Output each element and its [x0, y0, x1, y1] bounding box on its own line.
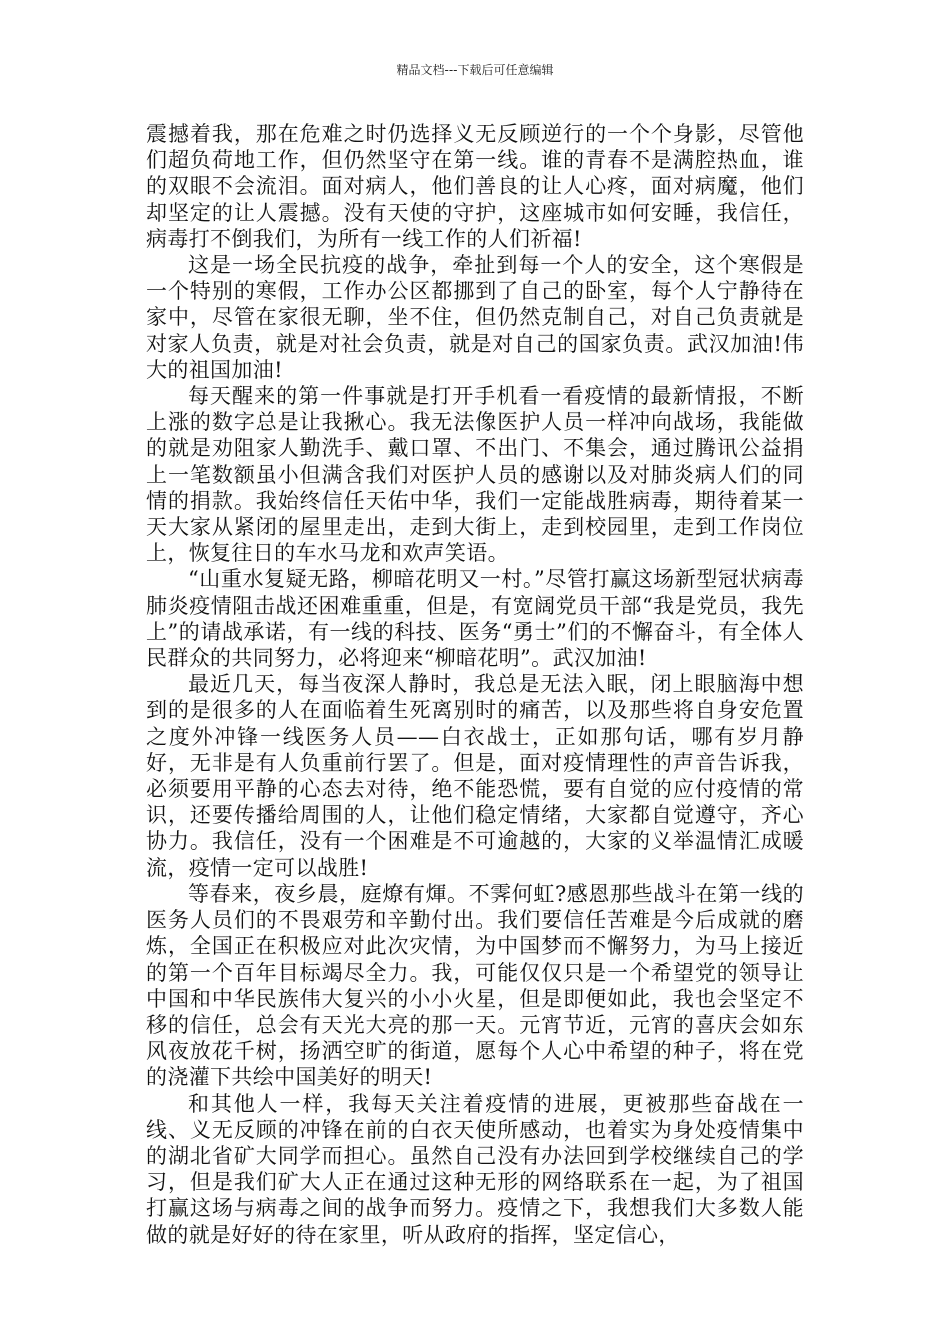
paragraph-7: 和其他人一样，我每天关注着疫情的进展，更被那些奋战在一线、义无反顾的冲锋在前的白衣天使所感动，也着实为身处疫情集中的湖北省矿大同学而担心。虽然自己没有办法回到学校继续自己的学习，但是我们矿大人正在通过这种无形的网络联系在一起，为了祖国打赢这场与病毒之间的战争而努力。疫情之下，我想我们大多数人能做的就是好好的待在家里，听从政府的指挥，坚定信心， — [146, 1091, 804, 1247]
document-body — [146, 121, 804, 1248]
paragraph-6: 等春来，夜乡晨，庭燎有煇。不霁何虹?感恩那些战斗在第一线的医务人员们的不畏艰劳和辛勤付出。我们要信任苦难是今后成就的磨炼，全国正在积极应对此次灾情，为中国梦而不懈努力，为马上接近的第一个百年目标竭尽全力。我，可能仅仅只是一个希望党的领导让中国和中华民族伟大复兴的小小火星，但是即便如此，我也会坚定不移的信任，总会有天光大亮的那一天。元宵节近，元宵的喜庆会如东风夜放花千树，扬洒空旷的街道，愿每个人心中希望的种子，将在党的浇灌下共绘中国美好的明天! — [146, 881, 804, 1090]
paragraph-2: 这是一场全民抗疫的战争，牵扯到每一个人的安全，这个寒假是一个特别的寒假，工作办公区都挪到了自己的卧室，每个人宁静待在家中，尽管在家很无聊，坐不住，但仍然克制自己，对自己负责就是对家人负责，就是对社会负责，就是对自己的国家负责。武汉加油!伟大的祖国加油! — [146, 253, 804, 382]
paragraph-1: 震撼着我，那在危难之时仍选择义无反顾逆行的一个个身影，尽管他们超负荷地工作，但仍然坚守在第一线。谁的青春不是满腔热血，谁的双眼不会流泪。面对病人，他们善良的让人心疼，面对病魔，他们却坚定的让人震撼。没有天使的守护，这座城市如何安睡，我信任，病毒打不倒我们，为所有一线工作的人们祈福! — [146, 122, 804, 251]
paragraph-5: 最近几天，每当夜深人静时，我总是无法入眠，闭上眼脑海中想到的是很多的人在面临着生死离别时的痛苦，以及那些将自身安危置之度外冲锋一线医务人员——白衣战士，正如那句话，哪有岁月静好，无非是有人负重前行罢了。但是，面对疫情理性的声音告诉我，必须要用平静的心态去对待，绝不能恐慌，要有自觉的应付疫情的常识，还要传播给周围的人，让他们稳定情绪，大家都自觉遵守，齐心协力。我信任，没有一个困难是不可逾越的，大家的义举温情汇成暖流，疫情一定可以战胜! — [146, 672, 804, 880]
page-header: 精品文档---下载后可任意编辑 — [396, 63, 554, 77]
paragraph-3: 每天醒来的第一件事就是打开手机看一看疫情的最新情报，不断上涨的数字总是让我揪心。我无法像医护人员一样冲向战场，我能做的就是劝阻家人勤洗手、戴口罩、不出门、不集会，通过腾讯公益捐上一笔数额虽小但满含我们对医护人员的感谢以及对肺炎病人们的同情的捐款。我始终信任天佑中华，我们一定能战胜病毒，期待着某一天大家从紧闭的屋里走出，走到大街上，走到校园里，走到工作岗位上，恢复往日的车水马龙和欢声笑语。 — [146, 384, 804, 566]
paragraph-4: “山重水复疑无路，柳暗花明又一村。”尽管打赢这场新型冠状病毒肺炎疫情阻击战还困难重重，但是，有宽阔党员干部“我是党员，我先上”的请战承诺，有一线的科技、医务“勇士”们的不懈奋斗，有全体人民群众的共同努力，必将迎来“柳暗花明”。武汉加油! — [146, 567, 804, 671]
